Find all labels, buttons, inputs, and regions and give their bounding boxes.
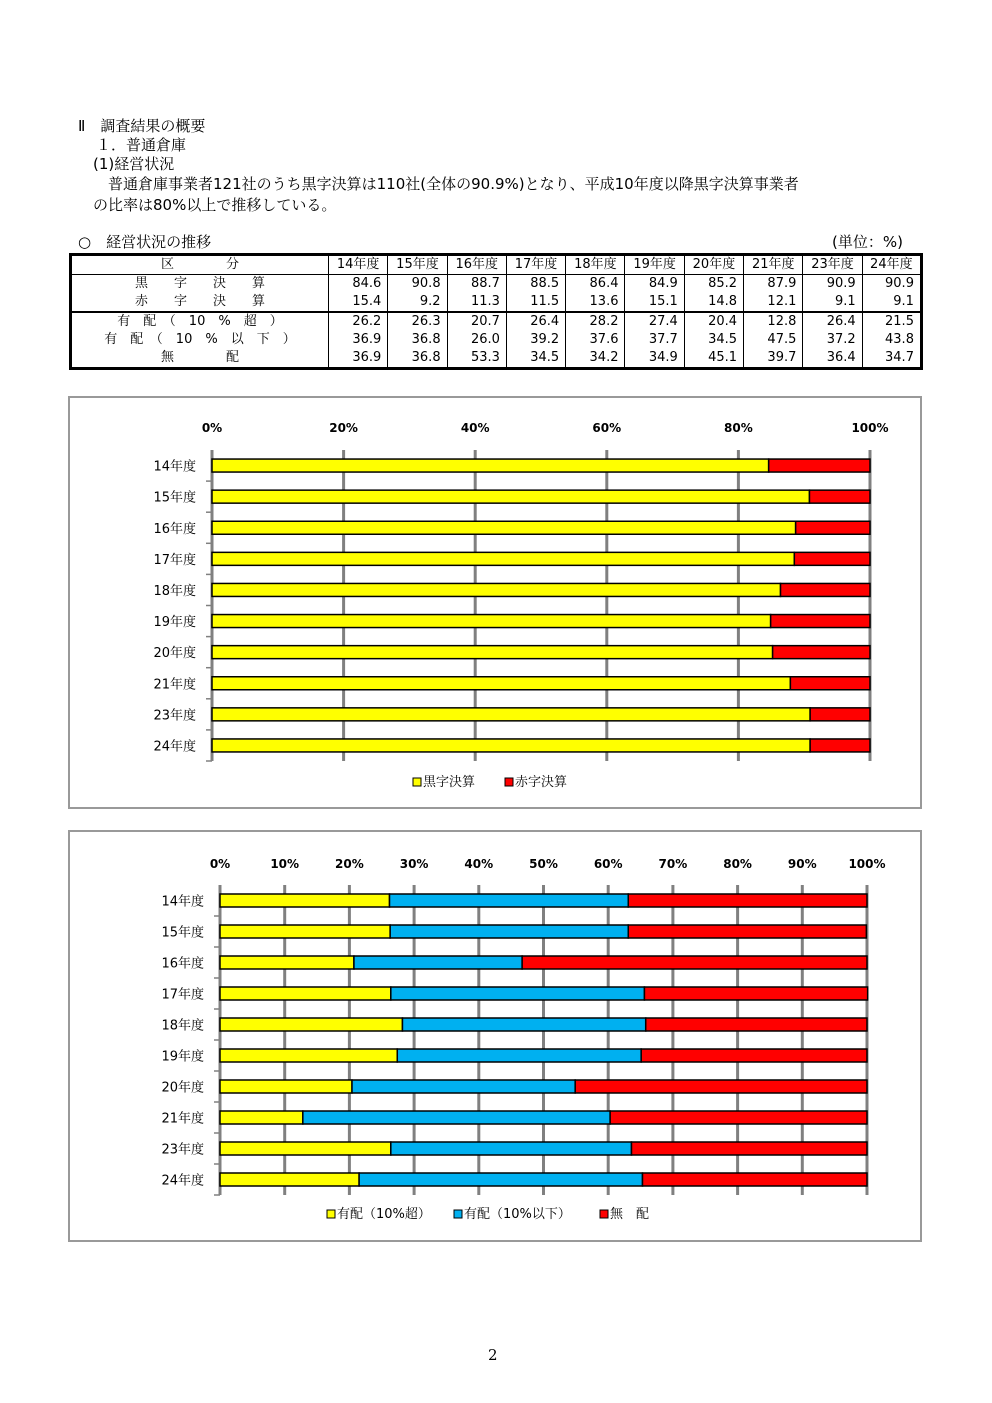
bar-segment [644, 987, 867, 1000]
bar-segment [794, 552, 870, 565]
legend-label: 有配（10%超） [337, 1207, 431, 1222]
table-cell: 34.9 [625, 349, 684, 369]
header-year: 20年度 [684, 255, 743, 275]
table-cell: 37.7 [625, 331, 684, 349]
x-tick-label: 80% [723, 857, 752, 871]
category-label: 16年度 [153, 521, 196, 537]
table-cell: 12.1 [744, 293, 803, 312]
profit-loss-chart-svg [70, 398, 920, 807]
table-cell: 36.9 [329, 331, 388, 349]
legend-swatch [454, 1210, 462, 1218]
bar-segment [352, 1080, 575, 1093]
x-tick-label: 100% [848, 857, 886, 871]
bar-segment [522, 956, 867, 969]
table-cell: 47.5 [744, 331, 803, 349]
table-cell: 15.1 [625, 293, 684, 312]
bar-segment [220, 925, 390, 938]
category-label: 14年度 [161, 894, 204, 910]
table-cell: 9.2 [388, 293, 447, 312]
table-cell: 43.8 [862, 331, 921, 349]
page-number: 2 [488, 1346, 498, 1364]
bar-segment [212, 490, 809, 503]
x-tick-label: 20% [329, 421, 358, 435]
header-year: 18年度 [566, 255, 625, 275]
bar-segment [212, 739, 810, 752]
category-label: 20年度 [153, 646, 196, 662]
table-cell: 88.5 [506, 275, 565, 294]
table-cell: 28.2 [566, 312, 625, 331]
x-tick-label: 60% [592, 421, 622, 435]
x-tick-label: 70% [658, 857, 688, 871]
legend-swatch [505, 778, 513, 786]
table-cell: 36.8 [388, 331, 447, 349]
row-label: 無 配 [160, 350, 239, 365]
x-tick-label: 90% [787, 857, 817, 871]
category-label: 20年度 [161, 1080, 204, 1096]
table-cell: 88.7 [447, 275, 506, 294]
header-category: 区 分 [71, 255, 329, 275]
table-cell: 45.1 [684, 349, 743, 369]
header-year: 24年度 [862, 255, 921, 275]
category-label: 18年度 [161, 1018, 204, 1034]
bar-segment [220, 987, 391, 1000]
bar-segment [212, 615, 771, 628]
table-header-row [71, 255, 922, 275]
table-cell: 34.2 [566, 349, 625, 369]
x-tick-label: 30% [399, 857, 429, 871]
table-cell: 85.2 [684, 275, 743, 294]
x-tick-label: 0% [209, 857, 231, 871]
x-tick-label: 80% [724, 421, 753, 435]
bar-segment [773, 646, 870, 659]
bar-segment [212, 459, 769, 472]
bar-segment [220, 894, 390, 907]
table-cell: 36.9 [329, 349, 388, 369]
legend-label: 有配（10%以下） [464, 1207, 571, 1222]
header-year: 23年度 [803, 255, 862, 275]
table-cell: 34.5 [506, 349, 565, 369]
table-cell: 26.4 [506, 312, 565, 331]
bar-segment [212, 677, 790, 690]
bar-segment [641, 1049, 867, 1062]
category-label: 19年度 [153, 615, 196, 631]
bar-segment [391, 1142, 632, 1155]
x-tick-label: 10% [270, 857, 300, 871]
x-tick-label: 0% [201, 421, 223, 435]
table-cell: 13.6 [566, 293, 625, 312]
row-label: 赤 字 決 算 [134, 294, 265, 309]
table-row [71, 275, 922, 294]
dividend-chart-svg [70, 832, 920, 1240]
category-label: 19年度 [161, 1049, 204, 1065]
bar-segment [769, 459, 870, 472]
bar-segment [220, 1049, 397, 1062]
header-year: 17年度 [506, 255, 565, 275]
table-row [71, 349, 922, 369]
category-label: 18年度 [153, 583, 196, 599]
subsection-heading: １．普通倉庫 [96, 136, 187, 154]
table-cell: 26.3 [388, 312, 447, 331]
category-label: 17年度 [161, 987, 204, 1003]
table-cell: 20.7 [447, 312, 506, 331]
category-label: 23年度 [161, 1142, 204, 1158]
table-cell: 27.4 [625, 312, 684, 331]
category-label: 21年度 [153, 677, 196, 693]
header-year: 21年度 [744, 255, 803, 275]
bar-segment [354, 956, 522, 969]
legend-swatch [327, 1210, 335, 1218]
table-cell: 26.4 [803, 312, 862, 331]
table-cell: 26.0 [447, 331, 506, 349]
category-label: 14年度 [153, 459, 196, 475]
section-heading: Ⅱ 調査結果の概要 [78, 117, 206, 135]
summary-paragraph-line1: 普通倉庫事業者121社のうち黒字決算は110社(全体の90.9%)となり、平成10年度以降黒字決算事業者 [108, 175, 799, 193]
table-cell: 37.2 [803, 331, 862, 349]
row-label: 有 配 （ 10 % 超 ） [71, 312, 329, 331]
legend-swatch [600, 1210, 608, 1218]
topic-heading: (1)経営状況 [93, 155, 175, 173]
header-year: 14年度 [329, 255, 388, 275]
legend-swatch [413, 778, 421, 786]
table-row [71, 293, 922, 312]
bar-segment [212, 552, 794, 565]
x-tick-label: 100% [851, 421, 889, 435]
table-title: ○ 経営状況の推移 [78, 233, 212, 251]
header-year: 19年度 [625, 255, 684, 275]
category-label: 24年度 [153, 739, 196, 755]
header-year: 15年度 [388, 255, 447, 275]
summary-paragraph-line2: の比率は80%以上で推移している。 [93, 196, 337, 214]
category-label: 15年度 [161, 925, 204, 941]
header-year: 16年度 [447, 255, 506, 275]
table-cell: 11.5 [506, 293, 565, 312]
legend-label: 無 配 [610, 1207, 650, 1222]
bar-segment [390, 925, 628, 938]
table-row [71, 312, 922, 331]
category-label: 24年度 [161, 1173, 204, 1189]
table-cell: 84.9 [625, 275, 684, 294]
category-label: 16年度 [161, 956, 204, 972]
bar-segment [220, 1142, 391, 1155]
table-cell: 9.1 [803, 293, 862, 312]
bar-segment [359, 1173, 642, 1186]
table-cell: 36.4 [803, 349, 862, 369]
table-cell: 87.9 [744, 275, 803, 294]
table-unit: (単位：%) [832, 233, 903, 251]
x-tick-label: 20% [335, 857, 364, 871]
bar-segment [628, 925, 866, 938]
table-cell: 26.2 [329, 312, 388, 331]
table-cell: 36.8 [388, 349, 447, 369]
table-cell: 86.4 [566, 275, 625, 294]
bar-segment [781, 583, 870, 596]
table-cell: 37.6 [566, 331, 625, 349]
business-status-table [69, 253, 923, 370]
table-cell: 53.3 [447, 349, 506, 369]
table-cell: 90.8 [388, 275, 447, 294]
bar-segment [790, 677, 870, 690]
category-label: 15年度 [153, 490, 196, 506]
x-tick-label: 40% [460, 421, 490, 435]
bar-segment [212, 521, 796, 534]
bar-segment [646, 1018, 867, 1031]
table-cell: 39.2 [506, 331, 565, 349]
bar-segment [610, 1111, 867, 1124]
x-tick-label: 40% [464, 857, 494, 871]
table-cell: 34.5 [684, 331, 743, 349]
bar-segment [212, 583, 781, 596]
legend-label: 赤字決算 [515, 775, 568, 790]
bar-segment [391, 987, 645, 1000]
bar-segment [220, 1111, 303, 1124]
bar-segment [631, 1142, 867, 1155]
bar-segment [220, 1080, 352, 1093]
x-tick-label: 50% [529, 857, 558, 871]
table-cell: 12.8 [744, 312, 803, 331]
category-label: 17年度 [153, 552, 196, 568]
table-row [71, 331, 922, 349]
bar-segment [390, 894, 629, 907]
category-label: 21年度 [161, 1111, 204, 1127]
bar-segment [810, 708, 870, 721]
table-cell: 90.9 [862, 275, 921, 294]
dividend-chart [68, 830, 922, 1242]
table-cell: 34.7 [862, 349, 921, 369]
category-label: 23年度 [153, 708, 196, 724]
bar-segment [220, 956, 354, 969]
table-cell: 9.1 [862, 293, 921, 312]
table-cell: 90.9 [803, 275, 862, 294]
bar-segment [212, 646, 773, 659]
bar-segment [303, 1111, 610, 1124]
row-label: 黒 字 決 算 [134, 276, 265, 291]
bar-segment [809, 490, 870, 503]
bar-segment [220, 1018, 402, 1031]
table-cell: 84.6 [329, 275, 388, 294]
table-cell: 20.4 [684, 312, 743, 331]
bar-segment [402, 1018, 645, 1031]
bar-segment [397, 1049, 641, 1062]
table-cell: 11.3 [447, 293, 506, 312]
bar-segment [628, 894, 867, 907]
bar-segment [212, 708, 810, 721]
bar-segment [642, 1173, 867, 1186]
bar-segment [771, 615, 870, 628]
bar-segment [575, 1080, 867, 1093]
bar-segment [220, 1173, 359, 1186]
profit-loss-chart [68, 396, 922, 809]
table-cell: 21.5 [862, 312, 921, 331]
row-label: 有 配 （ 10 % 以 下 ） [104, 332, 296, 347]
table-cell: 39.7 [744, 349, 803, 369]
table-cell: 14.8 [684, 293, 743, 312]
bar-segment [796, 521, 870, 534]
x-tick-label: 60% [593, 857, 623, 871]
bar-segment [810, 739, 870, 752]
legend-label: 黒字決算 [423, 775, 476, 790]
table-cell: 15.4 [329, 293, 388, 312]
